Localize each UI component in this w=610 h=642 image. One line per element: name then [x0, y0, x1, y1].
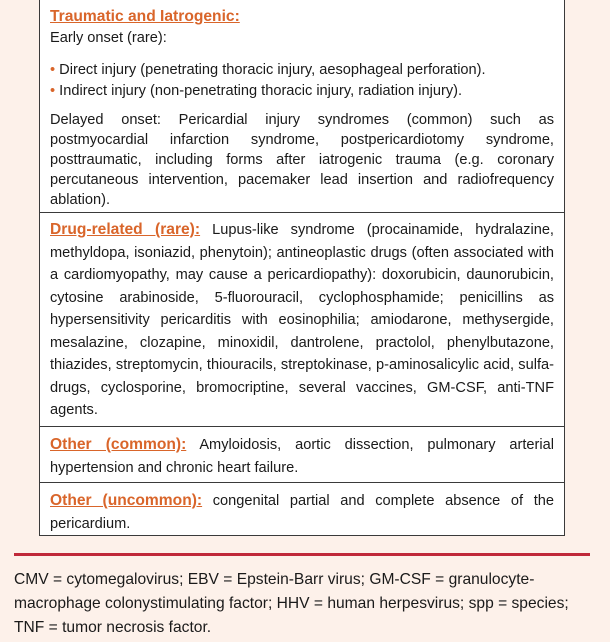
bullet-item	[50, 81, 554, 102]
delayed-onset-text: Delayed onset: Pericardial injury syndromes (common) such as postmyocardial infarction syndrome, postpericardiotomy syndrome, posttraumatic, including forms after iatrogenic trauma (e.g. coronary percutaneous intervention, pacemaker lead insertion and radiofrequency ablation).	[50, 112, 554, 208]
etiology-table	[39, 0, 565, 536]
other-common-text: Amyloidosis, aortic dissection, pulmonary arterial hypertension and chronic heart failure.	[50, 437, 555, 476]
bullet-icon: •	[50, 62, 56, 78]
bullet-indirect-injury: Indirect injury (non-penetrating thoracic injury, radiation injury).	[59, 83, 463, 99]
footer-divider	[14, 553, 590, 556]
other-uncommon-section	[40, 482, 564, 537]
early-onset-label: Early onset (rare):	[50, 30, 167, 46]
table-footnote: CMV = cytomegalovirus; EBV = Epstein-Barr virus; GM-CSF = granulocyte-macrophage colonystimulating factor; HHV = human herpesvirus; spp = species; TNF = tumor necrosis factor.	[14, 571, 569, 636]
other-common-section	[40, 426, 564, 483]
other-uncommon-heading: Other (uncommon):	[50, 492, 203, 509]
drug-related-text: Lupus-like syndrome (procainamide, hydralazine, methyldopa, isoniazid, phenytoin); antineoplastic drugs (often associated with a cardiomyopathy, may cause a pericardiopathy): doxorubicin, daunorubicin, cytosine arabinoside, 5-fluorouracil, cyclophosphamide; penicillins as hypersensitivity pericarditis with eosinophilia; amiodarone, methysergide, mesalazine, clozapine, minoxidil, dantrolene, practolol, phenylbutazone, thiazides, streptomycin, thiouracils, streptokinase, p-aminosalicylic acid, sulfa-drugs, cyclosporine, bromocriptine, several vaccines, GM-CSF, anti-TNF agents.	[50, 222, 554, 418]
other-uncommon-text: congenital partial and complete absence of the pericardium.	[50, 493, 554, 532]
other-common-heading: Other (common):	[50, 436, 187, 453]
bullet-icon: •	[50, 83, 56, 99]
drug-related-heading: Drug-related (rare):	[50, 221, 201, 238]
traumatic-heading: Traumatic and Iatrogenic:	[50, 8, 240, 25]
traumatic-section	[40, 0, 564, 212]
drug-related-section	[40, 212, 564, 427]
bullet-item	[50, 60, 554, 81]
bullet-direct-injury: Direct injury (penetrating thoracic injury, aesophageal perforation).	[59, 62, 486, 78]
